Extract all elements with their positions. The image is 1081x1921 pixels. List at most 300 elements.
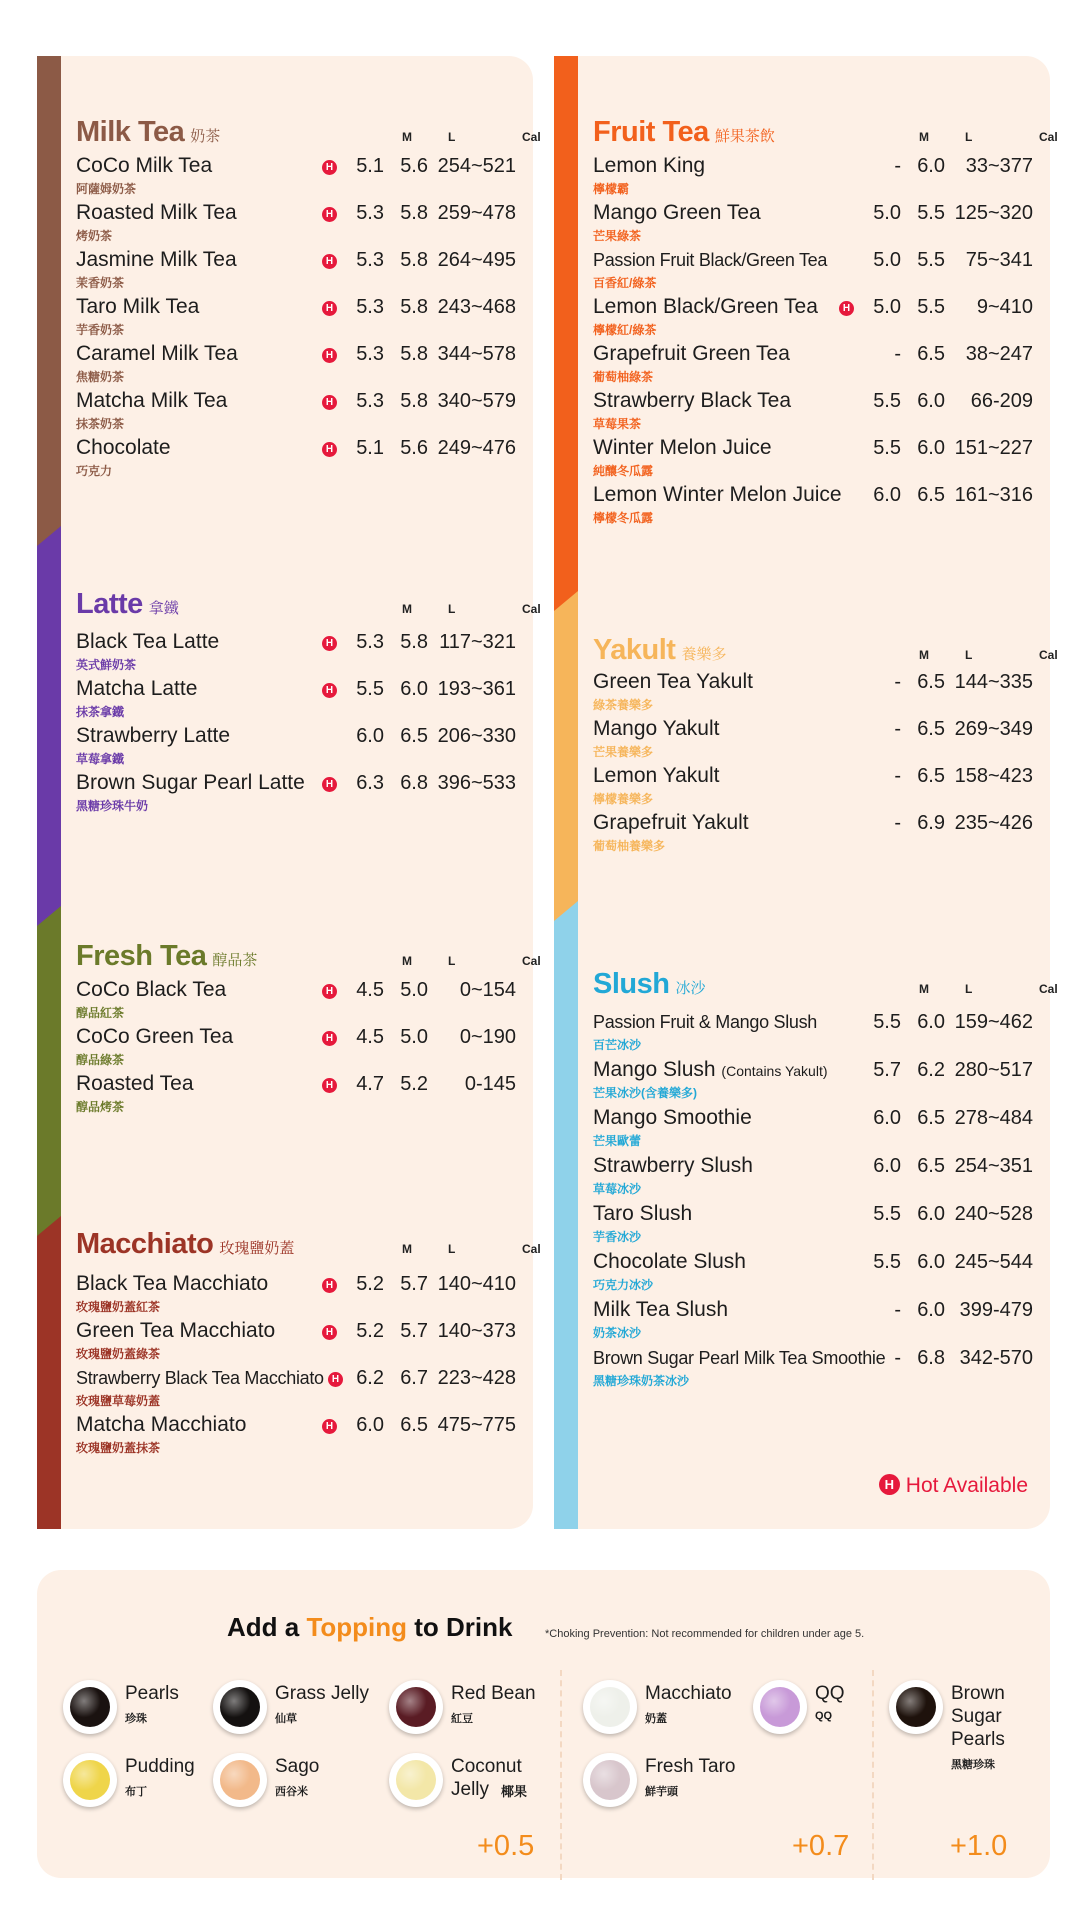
menu-item-row	[76, 724, 516, 770]
topping-item	[389, 1753, 559, 1813]
menu-item-row	[593, 1250, 1033, 1296]
menu-item-row	[593, 201, 1033, 247]
topping-name-zh: 黑糖珍珠	[951, 1759, 995, 1771]
calories: 249~476	[437, 437, 516, 459]
menu-item-row	[76, 1025, 516, 1071]
section-title-zh: 冰沙	[675, 980, 706, 997]
calories: 254~521	[437, 155, 516, 177]
calories: 151~227	[954, 437, 1033, 459]
price-m: -	[894, 718, 901, 740]
hot-icon: H	[839, 301, 854, 316]
price-m: 5.5	[873, 1011, 901, 1033]
price-l: 6.0	[917, 1299, 945, 1321]
item-name: Green Tea Macchiato	[76, 1319, 276, 1342]
price-l: 6.0	[917, 1203, 945, 1225]
item-name: Matcha Milk Tea	[76, 389, 228, 412]
section-header	[76, 938, 541, 974]
item-name-zh: 芋香奶茶	[76, 323, 125, 337]
price-m: 5.1	[356, 437, 384, 459]
price-m: 5.5	[873, 1251, 901, 1273]
item-name: Mango Yakult	[593, 717, 720, 740]
price-m: -	[894, 1347, 901, 1369]
price-l: 6.5	[917, 343, 945, 365]
calories: 125~320	[954, 202, 1033, 224]
topping-image	[583, 1753, 637, 1807]
item-name: Taro Slush	[593, 1202, 693, 1225]
item-name: Taro Milk Tea	[76, 295, 200, 318]
topping-image	[63, 1680, 117, 1734]
menu-item-row	[76, 436, 516, 482]
item-name: Grapefruit Green Tea	[593, 342, 790, 365]
price-m: 5.3	[356, 390, 384, 412]
price-l: 6.5	[917, 1107, 945, 1129]
topping-name-zh: 珍珠	[125, 1713, 147, 1725]
item-name: Strawberry Black Tea	[593, 389, 792, 412]
item-name-zh: 草莓拿鐵	[76, 752, 125, 766]
item-name: CoCo Black Tea	[76, 978, 227, 1001]
menu-item-row	[593, 295, 1033, 341]
menu-item-row	[76, 295, 516, 341]
price-m: 5.0	[873, 296, 901, 318]
topping-name: Macchiato	[645, 1683, 732, 1704]
price-m: 5.0	[873, 249, 901, 271]
topping-name: Brown Sugar Pearls	[951, 1683, 1005, 1750]
topping-item	[63, 1680, 233, 1740]
item-name-zh: 草莓果茶	[593, 417, 642, 431]
price-l: 5.6	[400, 155, 428, 177]
col-l-header: L	[448, 954, 456, 968]
price-m: 5.3	[356, 296, 384, 318]
item-name: Black Tea Latte	[76, 630, 220, 653]
right-menu-panel	[554, 56, 1058, 1529]
item-name: Caramel Milk Tea	[76, 342, 238, 365]
topping-item	[583, 1680, 753, 1740]
hot-icon: H	[322, 1278, 337, 1293]
item-name-zh: 檸檬紅/綠茶	[593, 323, 657, 337]
calories: 264~495	[437, 249, 516, 271]
price-l: 5.7	[400, 1320, 428, 1342]
topping-item	[889, 1680, 1059, 1771]
topping-name: Fresh Taro	[645, 1756, 736, 1777]
price-l: 6.0	[917, 155, 945, 177]
menu-item-row	[593, 1202, 1033, 1248]
price-l: 6.5	[400, 1414, 428, 1436]
price-l: 5.5	[917, 296, 945, 318]
price-l: 5.8	[400, 631, 428, 653]
topping-image	[753, 1680, 807, 1734]
price-m: 6.0	[356, 725, 384, 747]
menu-item-row	[593, 717, 1033, 763]
price-l: 5.8	[400, 296, 428, 318]
menu-item-row	[593, 248, 1033, 294]
price-m: 6.2	[356, 1367, 384, 1389]
menu-item-row	[76, 677, 516, 723]
price-l: 5.5	[917, 202, 945, 224]
menu-item-row	[593, 670, 1033, 716]
price-m: 5.2	[356, 1320, 384, 1342]
hot-icon: H	[322, 160, 337, 175]
item-name: Black Tea Macchiato	[76, 1272, 269, 1295]
topping-price: +0.7	[792, 1830, 850, 1862]
section-title-zh: 鮮果茶飲	[714, 128, 775, 145]
menu-item-row	[593, 342, 1033, 388]
section-title-zh: 醇品茶	[212, 952, 258, 969]
col-l-header: L	[965, 982, 973, 996]
calories: 0~190	[459, 1026, 516, 1048]
col-l-header: L	[448, 602, 456, 616]
topping-name: Grass Jelly	[275, 1683, 369, 1704]
item-name-zh: 草莓冰沙	[593, 1182, 642, 1196]
item-name: CoCo Green Tea	[76, 1025, 234, 1048]
price-l: 6.0	[917, 1011, 945, 1033]
item-name: Lemon Black/Green Tea	[593, 295, 818, 318]
menu-item-row	[593, 1106, 1033, 1152]
price-l: 6.8	[917, 1347, 945, 1369]
price-l: 5.0	[400, 979, 428, 1001]
item-name: Jasmine Milk Tea	[76, 248, 237, 271]
menu-item-row	[593, 1010, 1033, 1056]
calories: 280~517	[954, 1059, 1033, 1081]
item-name: Mango Slush (Contains Yakult)	[593, 1058, 828, 1081]
calories: 66-209	[970, 390, 1033, 412]
topping-price: +0.5	[477, 1830, 535, 1862]
price-m: 5.5	[873, 390, 901, 412]
price-l: 6.0	[917, 1251, 945, 1273]
topping-image	[583, 1680, 637, 1734]
calories: 161~316	[954, 484, 1033, 506]
hot-icon: H	[322, 1325, 337, 1340]
item-name: Matcha Latte	[76, 677, 198, 700]
hot-icon: H	[322, 777, 337, 792]
col-cal-header: Cal	[522, 602, 541, 616]
item-name-zh: 黑糖珍珠牛奶	[76, 799, 149, 813]
price-l: 5.2	[400, 1073, 428, 1095]
col-l-header: L	[448, 130, 456, 144]
topping-image	[389, 1753, 443, 1807]
section-header	[76, 586, 541, 622]
menu-item-row	[76, 1366, 516, 1412]
hot-icon: H	[322, 395, 337, 410]
hot-icon: H	[322, 1078, 337, 1093]
item-name-zh: 巧克力	[76, 464, 113, 478]
menu-item-row	[593, 1298, 1033, 1344]
price-m: 5.3	[356, 202, 384, 224]
menu-item-row	[76, 248, 516, 294]
calories: 340~579	[437, 390, 516, 412]
menu-item-row	[76, 154, 516, 200]
menu-item-row	[76, 1272, 516, 1318]
topping-image	[213, 1753, 267, 1807]
item-name-zh: 焦糖奶茶	[76, 370, 125, 384]
price-l: 5.5	[917, 249, 945, 271]
price-m: 4.7	[356, 1073, 384, 1095]
topping-panel	[37, 1570, 1050, 1878]
calories: 140~373	[437, 1320, 516, 1342]
item-name: Grapefruit Yakult	[593, 811, 749, 834]
calories: 259~478	[437, 202, 516, 224]
section-header	[593, 114, 1058, 150]
calories: 0~154	[459, 979, 516, 1001]
price-m: 6.0	[873, 1107, 901, 1129]
col-cal-header: Cal	[522, 130, 541, 144]
price-l: 6.9	[917, 812, 945, 834]
price-m: -	[894, 155, 901, 177]
item-name-zh: 芒果冰沙(含養樂多)	[593, 1086, 697, 1100]
group-divider	[560, 1670, 562, 1880]
calories: 159~462	[954, 1011, 1033, 1033]
calories: 206~330	[437, 725, 516, 747]
calories: 235~426	[954, 812, 1033, 834]
col-cal-header: Cal	[522, 1242, 541, 1256]
menu-item-row	[593, 1154, 1033, 1200]
col-m-header: M	[919, 982, 929, 996]
price-l: 5.7	[400, 1273, 428, 1295]
section-title-zh: 玫瑰鹽奶蓋	[219, 1240, 295, 1257]
item-name-zh: 檸檬養樂多	[593, 792, 654, 806]
item-name-zh: 百芒冰沙	[593, 1038, 642, 1052]
section-header	[76, 1226, 541, 1262]
menu-item-row	[593, 1058, 1033, 1104]
calories: 396~533	[437, 772, 516, 794]
item-name-zh: 芒果綠茶	[593, 229, 642, 243]
calories: 75~341	[965, 249, 1033, 271]
hot-icon: H	[322, 636, 337, 651]
col-l-header: L	[965, 130, 973, 144]
hot-legend-label: Hot Available	[905, 1474, 1028, 1497]
slush-stripe	[554, 901, 578, 1529]
item-name-zh: 玫瑰鹽奶蓋抹茶	[76, 1441, 161, 1455]
item-name-zh: 抹茶拿鐵	[76, 705, 125, 719]
choking-note: *Choking Prevention: Not recommended for children under age 5.	[545, 1628, 865, 1640]
col-m-header: M	[402, 602, 412, 616]
section-title-zh: 奶茶	[190, 128, 221, 145]
menu-item-row	[593, 154, 1033, 200]
item-name: CoCo Milk Tea	[76, 154, 213, 177]
item-name: Green Tea Yakult	[593, 670, 753, 693]
item-name-zh: 芒果歐蕾	[593, 1134, 642, 1148]
calories: 344~578	[437, 343, 516, 365]
hot-icon: H	[879, 1474, 900, 1495]
menu-item-row	[593, 389, 1033, 435]
calories: 278~484	[954, 1107, 1033, 1129]
price-m: 5.0	[873, 202, 901, 224]
col-cal-header: Cal	[522, 954, 541, 968]
item-name-zh: 芒果養樂多	[593, 745, 654, 759]
col-cal-header: Cal	[1039, 982, 1058, 996]
item-name: Matcha Macchiato	[76, 1413, 247, 1436]
section-header	[593, 632, 1058, 668]
section-title-zh: 養樂多	[681, 646, 727, 663]
price-l: 6.7	[400, 1367, 428, 1389]
item-name-zh: 玫瑰鹽奶蓋紅茶	[76, 1300, 161, 1314]
price-l: 6.5	[917, 765, 945, 787]
topping-name-zh: 仙草	[275, 1713, 297, 1725]
item-name-zh: 玫瑰鹽奶蓋綠茶	[76, 1347, 161, 1361]
hot-icon: H	[322, 1031, 337, 1046]
item-name-zh: 英式鮮奶茶	[76, 658, 137, 672]
col-m-header: M	[919, 648, 929, 662]
price-l: 6.0	[917, 437, 945, 459]
calories: 223~428	[437, 1367, 516, 1389]
item-name-zh: 綠茶養樂多	[593, 698, 654, 712]
price-m: 4.5	[356, 979, 384, 1001]
price-m: 6.0	[356, 1414, 384, 1436]
price-m: 5.1	[356, 155, 384, 177]
section-title: Fruit Tea 鮮果茶飲	[593, 116, 775, 148]
price-m: 5.3	[356, 249, 384, 271]
item-name-zh: 烤奶茶	[76, 229, 113, 243]
item-name: Roasted Milk Tea	[76, 201, 237, 224]
topping-name: Pudding	[125, 1756, 195, 1777]
item-note: (Contains Yakult)	[721, 1063, 828, 1079]
topping-name-zh: 椰果	[501, 1784, 528, 1799]
menu-item-row	[76, 201, 516, 247]
calories: 254~351	[954, 1155, 1033, 1177]
col-m-header: M	[402, 954, 412, 968]
calories: 0-145	[464, 1073, 516, 1095]
topping-item	[213, 1753, 383, 1813]
price-m: -	[894, 343, 901, 365]
item-name: Strawberry Slush	[593, 1154, 753, 1177]
topping-name: QQ	[815, 1683, 845, 1704]
calories: 269~349	[954, 718, 1033, 740]
hot-icon: H	[328, 1372, 343, 1387]
item-name-zh: 醇品綠茶	[76, 1053, 125, 1067]
price-l: 5.0	[400, 1026, 428, 1048]
menu-item-row	[76, 771, 516, 817]
topping-title: Add a Topping to Drink	[227, 1612, 513, 1642]
price-l: 5.8	[400, 202, 428, 224]
section-title: Yakult 養樂多	[593, 634, 727, 666]
col-l-header: L	[448, 1242, 456, 1256]
price-l: 6.5	[400, 725, 428, 747]
item-name: Winter Melon Juice	[593, 436, 772, 459]
hot-icon: H	[322, 442, 337, 457]
menu-item-row	[76, 978, 516, 1024]
price-l: 6.8	[400, 772, 428, 794]
item-name-zh: 巧克力冰沙	[593, 1278, 654, 1292]
calories: 117~321	[439, 631, 516, 653]
price-m: 5.2	[356, 1273, 384, 1295]
section-title-zh: 拿鐵	[148, 600, 179, 617]
item-name-zh: 葡萄柚綠茶	[593, 370, 654, 384]
menu-item-row	[76, 630, 516, 676]
item-name-zh: 醇品烤茶	[76, 1100, 125, 1114]
hot-icon: H	[322, 984, 337, 999]
price-l: 6.0	[917, 390, 945, 412]
item-name: Brown Sugar Pearl Milk Tea Smoothie	[593, 1348, 886, 1368]
topping-item	[213, 1680, 383, 1740]
item-name-zh: 葡萄柚養樂多	[593, 839, 666, 853]
item-name: Passion Fruit & Mango Slush	[593, 1012, 818, 1032]
menu-item-row	[593, 764, 1033, 810]
price-l: 5.8	[400, 249, 428, 271]
latte-stripe	[37, 526, 61, 926]
price-m: -	[894, 765, 901, 787]
price-m: -	[894, 1299, 901, 1321]
section-header	[76, 114, 541, 150]
calories: 158~423	[954, 765, 1033, 787]
item-name: Passion Fruit Black/Green Tea	[593, 250, 828, 270]
item-name: Roasted Tea	[76, 1072, 194, 1095]
hot-icon: H	[322, 683, 337, 698]
price-m: 6.0	[873, 1155, 901, 1177]
yakult-stripe	[554, 591, 578, 921]
price-l: 6.5	[917, 484, 945, 506]
item-name-zh: 玫瑰鹽草莓奶蓋	[76, 1394, 161, 1408]
item-name: Lemon Yakult	[593, 764, 720, 787]
col-l-header: L	[965, 648, 973, 662]
topping-name-zh: 布丁	[125, 1786, 147, 1798]
calories: 245~544	[954, 1251, 1033, 1273]
calories: 144~335	[954, 671, 1033, 693]
calories: 342-570	[959, 1347, 1033, 1369]
item-name-zh: 抹茶奶茶	[76, 417, 125, 431]
topping-image	[389, 1680, 443, 1734]
menu-item-row	[593, 483, 1033, 529]
left-menu-panel	[37, 56, 541, 1529]
topping-name: Sago	[275, 1756, 320, 1777]
item-name-zh: 檸檬冬瓜露	[593, 511, 654, 525]
topping-name: Coconut Jelly	[451, 1756, 522, 1800]
col-m-header: M	[402, 130, 412, 144]
price-l: 6.5	[917, 718, 945, 740]
item-name-zh: 黑糖珍珠奶茶冰沙	[593, 1374, 690, 1388]
price-m: 5.5	[356, 678, 384, 700]
fruit-tea-stripe	[554, 56, 578, 616]
item-name-zh: 檸檬霸	[593, 182, 630, 196]
price-l: 6.2	[917, 1059, 945, 1081]
calories: 9~410	[976, 296, 1033, 318]
price-l: 6.5	[917, 671, 945, 693]
hot-icon: H	[322, 207, 337, 222]
topping-name-zh: QQ	[815, 1710, 833, 1722]
menu-item-row	[76, 342, 516, 388]
section-title: Fresh Tea 醇品茶	[76, 940, 258, 972]
calories: 140~410	[437, 1273, 516, 1295]
item-name: Chocolate Slush	[593, 1250, 746, 1273]
price-l: 5.6	[400, 437, 428, 459]
hot-icon: H	[322, 348, 337, 363]
item-name: Brown Sugar Pearl Latte	[76, 771, 305, 794]
section-title: Macchiato 玫瑰鹽奶蓋	[76, 1228, 295, 1260]
col-cal-header: Cal	[1039, 130, 1058, 144]
col-cal-header: Cal	[1039, 648, 1058, 662]
menu-item-row	[76, 1072, 516, 1118]
price-l: 5.8	[400, 343, 428, 365]
price-m: -	[894, 671, 901, 693]
item-name-zh: 芋香冰沙	[593, 1230, 642, 1244]
col-m-header: M	[402, 1242, 412, 1256]
price-m: 5.5	[873, 1203, 901, 1225]
menu-item-row	[593, 811, 1033, 857]
price-l: 5.8	[400, 390, 428, 412]
calories: 240~528	[954, 1203, 1033, 1225]
item-name: Strawberry Latte	[76, 724, 231, 747]
topping-price: +1.0	[950, 1830, 1008, 1862]
calories: 193~361	[437, 678, 516, 700]
topping-name-zh: 奶蓋	[645, 1713, 667, 1725]
topping-name: Red Bean	[451, 1683, 536, 1704]
topping-item	[389, 1680, 559, 1740]
item-name-zh: 百香紅/綠茶	[593, 276, 657, 290]
price-m: 4.5	[356, 1026, 384, 1048]
topping-image	[63, 1753, 117, 1807]
item-name-zh: 茉香奶茶	[76, 276, 125, 290]
topping-image	[889, 1680, 943, 1734]
menu-item-row	[593, 436, 1033, 482]
item-name: Strawberry Black Tea Macchiato	[76, 1368, 324, 1388]
